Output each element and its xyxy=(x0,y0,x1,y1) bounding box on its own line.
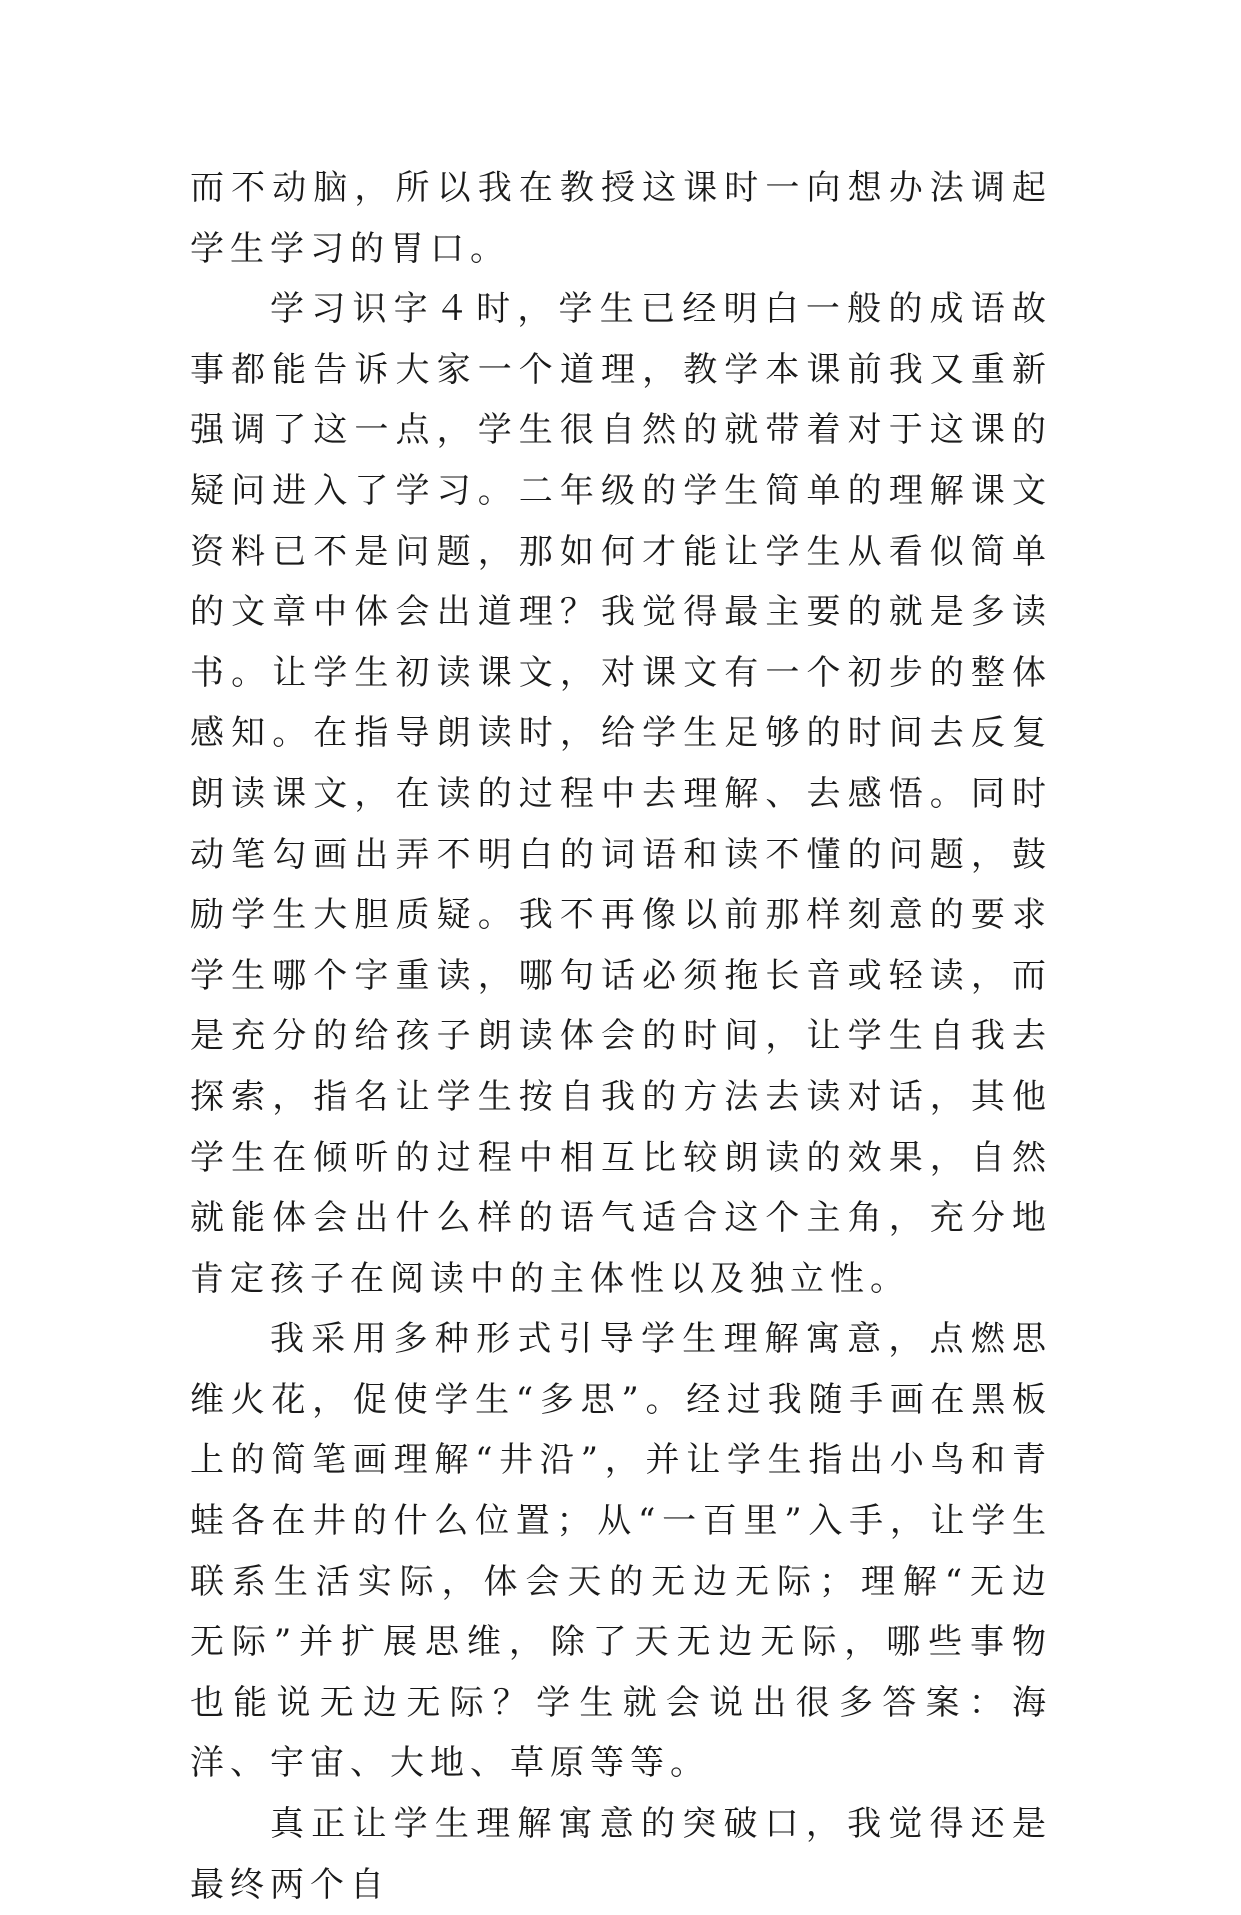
paragraph-2: 学习识字４时，学生已经明白一般的成语故事都能告诉大家一个道理，教学本课前我又重新强调了这一点，学生很自然的就带着对于这课的疑问进入了学习。二年级的学生简单的理解课文资料已不是问题，那如何才能让学生从看似简单的文章中体会出道理？我觉得最主要的就是多读书。让学生初读课文，对课文有一个初步的整体感知。在指导朗读时，给学生足够的时间去反复朗读课文，在读的过程中去理解、去感悟。同时动笔勾画出弄不明白的词语和读不懂的问题，鼓励学生大胆质疑。我不再像以前那样刻意的要求学生哪个字重读，哪句话必须拖长音或轻读，而是充分的给孩子朗读体会的时间，让学生自我去探索，指名让学生按自我的方法去读对话，其他学生在倾听的过程中相互比较朗读的效果，自然就能体会出什么样的语气适合这个主角，充分地肯定孩子在阅读中的主体性以及独立性。 xyxy=(190,289,1052,1299)
paragraph-3: 我采用多种形式引导学生理解寓意，点燃思维火花，促使学生“多思”。经过我随手画在黑板上的简笔画理解“井沿”，并让学生指出小鸟和青蛙各在井的什么位置；从“一百里”入手，让学生联系生活实际，体会天的无边无际；理解“无边无际”并扩展思维，除了天无边无际，哪些事物也能说无边无际？学生就会说出很多答案：海洋、宇宙、大地、草原等等。 xyxy=(190,1319,1052,1784)
document-body xyxy=(190,158,1052,1915)
paragraph-4: 真正让学生理解寓意的突破口，我觉得还是最终两个自 xyxy=(190,1804,1052,1905)
paragraph-1: 而不动脑，所以我在教授这课时一向想办法调起学生学习的胃口。 xyxy=(190,168,1052,269)
